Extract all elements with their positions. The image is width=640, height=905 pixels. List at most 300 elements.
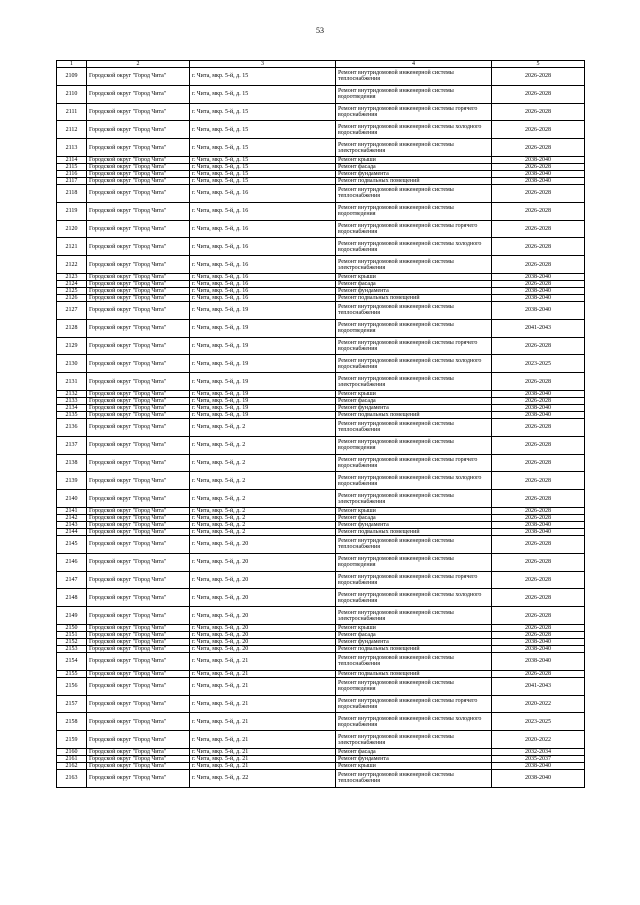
work-type-cell: Ремонт внутридомовой инженерной системы горячего водоснабжения xyxy=(336,337,492,355)
period-cell: 2026-2028 xyxy=(492,256,585,274)
address-cell: г. Чита, мкр. 5-й, д. 19 xyxy=(190,355,336,373)
address-cell: г. Чита, мкр. 5-й, д. 15 xyxy=(190,139,336,157)
address-cell: г. Чита, мкр. 5-й, д. 2 xyxy=(190,507,336,514)
municipality-cell: Городской округ "Город Чита" xyxy=(87,184,190,202)
period-cell: 2026-2028 xyxy=(492,238,585,256)
address-cell: г. Чита, мкр. 5-й, д. 2 xyxy=(190,418,336,436)
row-number: 2154 xyxy=(57,652,87,670)
row-number: 2136 xyxy=(57,418,87,436)
municipality-cell: Городской округ "Город Чита" xyxy=(87,535,190,553)
period-cell: 2038-2040 xyxy=(492,404,585,411)
table-row xyxy=(57,319,585,337)
table-row xyxy=(57,436,585,454)
work-type-cell: Ремонт внутридомовой инженерной системы горячего водоснабжения xyxy=(336,103,492,121)
work-type-cell: Ремонт подвальных помещений xyxy=(336,294,492,301)
header-cell: 1 xyxy=(57,61,87,68)
table-row xyxy=(57,397,585,404)
work-type-cell: Ремонт крыши xyxy=(336,762,492,769)
municipality-cell: Городской округ "Город Чита" xyxy=(87,280,190,287)
address-cell: г. Чита, мкр. 5-й, д. 16 xyxy=(190,294,336,301)
table-row xyxy=(57,769,585,787)
period-cell: 2026-2028 xyxy=(492,103,585,121)
municipality-cell: Городской округ "Город Чита" xyxy=(87,514,190,521)
municipality-cell: Городской округ "Город Чита" xyxy=(87,695,190,713)
address-cell: г. Чита, мкр. 5-й, д. 15 xyxy=(190,68,336,86)
table-row xyxy=(57,238,585,256)
period-cell: 2038-2040 xyxy=(492,170,585,177)
row-number: 2126 xyxy=(57,294,87,301)
municipality-cell: Городской округ "Город Чита" xyxy=(87,319,190,337)
row-number: 2121 xyxy=(57,238,87,256)
municipality-cell: Городской округ "Город Чита" xyxy=(87,436,190,454)
address-cell: г. Чита, мкр. 5-й, д. 21 xyxy=(190,652,336,670)
address-cell: г. Чита, мкр. 5-й, д. 22 xyxy=(190,769,336,787)
address-cell: г. Чита, мкр. 5-й, д. 2 xyxy=(190,528,336,535)
row-number: 2127 xyxy=(57,301,87,319)
period-cell: 2038-2040 xyxy=(492,528,585,535)
work-type-cell: Ремонт фундамента xyxy=(336,638,492,645)
period-cell: 2032-2034 xyxy=(492,748,585,755)
period-cell: 2026-2028 xyxy=(492,418,585,436)
row-number: 2162 xyxy=(57,762,87,769)
period-cell: 2026-2028 xyxy=(492,507,585,514)
period-cell: 2026-2028 xyxy=(492,68,585,86)
period-cell: 2026-2028 xyxy=(492,624,585,631)
row-number: 2125 xyxy=(57,287,87,294)
municipality-cell: Городской округ "Город Чита" xyxy=(87,677,190,695)
address-cell: г. Чита, мкр. 5-й, д. 15 xyxy=(190,163,336,170)
work-type-cell: Ремонт внутридомовой инженерной системы холодного водоснабжения xyxy=(336,121,492,139)
period-cell: 2023-2025 xyxy=(492,713,585,731)
municipality-cell: Городской округ "Город Чита" xyxy=(87,589,190,607)
address-cell: г. Чита, мкр. 5-й, д. 16 xyxy=(190,184,336,202)
address-cell: г. Чита, мкр. 5-й, д. 21 xyxy=(190,748,336,755)
period-cell: 2020-2022 xyxy=(492,731,585,749)
row-number: 2159 xyxy=(57,731,87,749)
table-row xyxy=(57,731,585,749)
address-cell: г. Чита, мкр. 5-й, д. 2 xyxy=(190,521,336,528)
row-number: 2113 xyxy=(57,139,87,157)
municipality-cell: Городской округ "Город Чита" xyxy=(87,713,190,731)
work-type-cell: Ремонт подвальных помещений xyxy=(336,670,492,677)
address-cell: г. Чита, мкр. 5-й, д. 19 xyxy=(190,337,336,355)
repair-schedule-table xyxy=(56,60,585,788)
row-number: 2163 xyxy=(57,769,87,787)
address-cell: г. Чита, мкр. 5-й, д. 21 xyxy=(190,670,336,677)
work-type-cell: Ремонт внутридомовой инженерной системы теплоснабжения xyxy=(336,769,492,787)
address-cell: г. Чита, мкр. 5-й, д. 2 xyxy=(190,472,336,490)
period-cell: 2026-2028 xyxy=(492,670,585,677)
work-type-cell: Ремонт внутридомовой инженерной системы водоотведения xyxy=(336,202,492,220)
row-number: 2157 xyxy=(57,695,87,713)
municipality-cell: Городской округ "Город Чита" xyxy=(87,355,190,373)
table-row xyxy=(57,535,585,553)
period-cell: 2026-2028 xyxy=(492,490,585,508)
municipality-cell: Городской округ "Город Чита" xyxy=(87,762,190,769)
table-row xyxy=(57,418,585,436)
address-cell: г. Чита, мкр. 5-й, д. 19 xyxy=(190,319,336,337)
work-type-cell: Ремонт фундамента xyxy=(336,521,492,528)
row-number: 2133 xyxy=(57,397,87,404)
header-cell: 3 xyxy=(190,61,336,68)
row-number: 2139 xyxy=(57,472,87,490)
municipality-cell: Городской округ "Город Чита" xyxy=(87,397,190,404)
row-number: 2128 xyxy=(57,319,87,337)
row-number: 2114 xyxy=(57,156,87,163)
municipality-cell: Городской округ "Город Чита" xyxy=(87,68,190,86)
work-type-cell: Ремонт крыши xyxy=(336,624,492,631)
period-cell: 2026-2028 xyxy=(492,607,585,625)
row-number: 2129 xyxy=(57,337,87,355)
municipality-cell: Городской округ "Город Чита" xyxy=(87,156,190,163)
address-cell: г. Чита, мкр. 5-й, д. 2 xyxy=(190,514,336,521)
work-type-cell: Ремонт подвальных помещений xyxy=(336,528,492,535)
period-cell: 2041-2043 xyxy=(492,319,585,337)
row-number: 2135 xyxy=(57,411,87,418)
municipality-cell: Городской округ "Город Чита" xyxy=(87,631,190,638)
work-type-cell: Ремонт фундамента xyxy=(336,404,492,411)
table-row xyxy=(57,490,585,508)
municipality-cell: Городской округ "Город Чита" xyxy=(87,418,190,436)
row-number: 2144 xyxy=(57,528,87,535)
work-type-cell: Ремонт фундамента xyxy=(336,755,492,762)
municipality-cell: Городской округ "Город Чита" xyxy=(87,670,190,677)
municipality-cell: Городской округ "Город Чита" xyxy=(87,301,190,319)
period-cell: 2038-2040 xyxy=(492,287,585,294)
work-type-cell: Ремонт внутридомовой инженерной системы водоотведения xyxy=(336,85,492,103)
period-cell: 2026-2028 xyxy=(492,202,585,220)
address-cell: г. Чита, мкр. 5-й, д. 19 xyxy=(190,390,336,397)
period-cell: 2026-2028 xyxy=(492,454,585,472)
address-cell: г. Чита, мкр. 5-й, д. 2 xyxy=(190,436,336,454)
work-type-cell: Ремонт внутридомовой инженерной системы теплоснабжения xyxy=(336,652,492,670)
table-row xyxy=(57,287,585,294)
period-cell: 2038-2040 xyxy=(492,638,585,645)
work-type-cell: Ремонт фасада xyxy=(336,163,492,170)
work-type-cell: Ремонт внутридомовой инженерной системы холодного водоснабжения xyxy=(336,355,492,373)
work-type-cell: Ремонт фасада xyxy=(336,631,492,638)
municipality-cell: Городской округ "Город Чита" xyxy=(87,337,190,355)
work-type-cell: Ремонт фундамента xyxy=(336,287,492,294)
work-type-cell: Ремонт внутридомовой инженерной системы водоотведения xyxy=(336,436,492,454)
row-number: 2158 xyxy=(57,713,87,731)
address-cell: г. Чита, мкр. 5-й, д. 16 xyxy=(190,273,336,280)
address-cell: г. Чита, мкр. 5-й, д. 21 xyxy=(190,731,336,749)
table-row xyxy=(57,103,585,121)
table-row xyxy=(57,404,585,411)
work-type-cell: Ремонт внутридомовой инженерной системы горячего водоснабжения xyxy=(336,220,492,238)
table-row xyxy=(57,652,585,670)
municipality-cell: Городской округ "Город Чита" xyxy=(87,163,190,170)
work-type-cell: Ремонт крыши xyxy=(336,507,492,514)
municipality-cell: Городской округ "Город Чита" xyxy=(87,638,190,645)
municipality-cell: Городской округ "Город Чита" xyxy=(87,404,190,411)
period-cell: 2023-2025 xyxy=(492,355,585,373)
row-number: 2147 xyxy=(57,571,87,589)
municipality-cell: Городской округ "Город Чита" xyxy=(87,103,190,121)
address-cell: г. Чита, мкр. 5-й, д. 19 xyxy=(190,404,336,411)
table-row xyxy=(57,670,585,677)
row-number: 2118 xyxy=(57,184,87,202)
row-number: 2150 xyxy=(57,624,87,631)
row-number: 2134 xyxy=(57,404,87,411)
period-cell: 2026-2028 xyxy=(492,535,585,553)
municipality-cell: Городской округ "Город Чита" xyxy=(87,521,190,528)
row-number: 2146 xyxy=(57,553,87,571)
row-number: 2141 xyxy=(57,507,87,514)
work-type-cell: Ремонт крыши xyxy=(336,156,492,163)
address-cell: г. Чита, мкр. 5-й, д. 21 xyxy=(190,762,336,769)
period-cell: 2038-2040 xyxy=(492,769,585,787)
row-number: 2143 xyxy=(57,521,87,528)
municipality-cell: Городской округ "Город Чита" xyxy=(87,571,190,589)
period-cell: 2020-2022 xyxy=(492,695,585,713)
table-row xyxy=(57,645,585,652)
row-number: 2131 xyxy=(57,373,87,391)
address-cell: г. Чита, мкр. 5-й, д. 16 xyxy=(190,280,336,287)
address-cell: г. Чита, мкр. 5-й, д. 19 xyxy=(190,301,336,319)
table-row xyxy=(57,220,585,238)
address-cell: г. Чита, мкр. 5-й, д. 15 xyxy=(190,121,336,139)
address-cell: г. Чита, мкр. 5-й, д. 19 xyxy=(190,397,336,404)
address-cell: г. Чита, мкр. 5-й, д. 20 xyxy=(190,535,336,553)
table-row xyxy=(57,607,585,625)
work-type-cell: Ремонт внутридомовой инженерной системы холодного водоснабжения xyxy=(336,713,492,731)
address-cell: г. Чита, мкр. 5-й, д. 20 xyxy=(190,631,336,638)
work-type-cell: Ремонт внутридомовой инженерной системы электроснабжения xyxy=(336,731,492,749)
municipality-cell: Городской округ "Город Чита" xyxy=(87,553,190,571)
period-cell: 2026-2028 xyxy=(492,85,585,103)
row-number: 2151 xyxy=(57,631,87,638)
period-cell: 2026-2028 xyxy=(492,121,585,139)
header-cell: 2 xyxy=(87,61,190,68)
work-type-cell: Ремонт внутридомовой инженерной системы теплоснабжения xyxy=(336,535,492,553)
table-row xyxy=(57,68,585,86)
municipality-cell: Городской округ "Город Чита" xyxy=(87,85,190,103)
period-cell: 2026-2028 xyxy=(492,553,585,571)
row-number: 2119 xyxy=(57,202,87,220)
work-type-cell: Ремонт внутридомовой инженерной системы холодного водоснабжения xyxy=(336,472,492,490)
row-number: 2153 xyxy=(57,645,87,652)
table-row xyxy=(57,256,585,274)
row-number: 2149 xyxy=(57,607,87,625)
work-type-cell: Ремонт внутридомовой инженерной системы водоотведения xyxy=(336,319,492,337)
municipality-cell: Городской округ "Город Чита" xyxy=(87,238,190,256)
row-number: 2115 xyxy=(57,163,87,170)
municipality-cell: Городской округ "Город Чита" xyxy=(87,170,190,177)
table-row xyxy=(57,85,585,103)
table-row xyxy=(57,695,585,713)
period-cell: 2038-2040 xyxy=(492,301,585,319)
address-cell: г. Чита, мкр. 5-й, д. 15 xyxy=(190,156,336,163)
table-row xyxy=(57,202,585,220)
address-cell: г. Чита, мкр. 5-й, д. 21 xyxy=(190,755,336,762)
address-cell: г. Чита, мкр. 5-й, д. 16 xyxy=(190,220,336,238)
address-cell: г. Чита, мкр. 5-й, д. 21 xyxy=(190,713,336,731)
period-cell: 2038-2040 xyxy=(492,294,585,301)
table-row xyxy=(57,411,585,418)
work-type-cell: Ремонт внутридомовой инженерной системы водоотведения xyxy=(336,677,492,695)
table-row xyxy=(57,521,585,528)
work-type-cell: Ремонт внутридомовой инженерной системы электроснабжения xyxy=(336,139,492,157)
work-type-cell: Ремонт внутридомовой инженерной системы электроснабжения xyxy=(336,256,492,274)
period-cell: 2026-2028 xyxy=(492,337,585,355)
municipality-cell: Городской округ "Город Чита" xyxy=(87,373,190,391)
table-row xyxy=(57,163,585,170)
table-row xyxy=(57,713,585,731)
address-cell: г. Чита, мкр. 5-й, д. 20 xyxy=(190,589,336,607)
row-number: 2122 xyxy=(57,256,87,274)
table-row xyxy=(57,454,585,472)
period-cell: 2038-2040 xyxy=(492,521,585,528)
work-type-cell: Ремонт внутридомовой инженерной системы теплоснабжения xyxy=(336,418,492,436)
period-cell: 2038-2040 xyxy=(492,645,585,652)
period-cell: 2026-2028 xyxy=(492,589,585,607)
period-cell: 2038-2040 xyxy=(492,390,585,397)
row-number: 2120 xyxy=(57,220,87,238)
address-cell: г. Чита, мкр. 5-й, д. 20 xyxy=(190,571,336,589)
work-type-cell: Ремонт фундамента xyxy=(336,170,492,177)
period-cell: 2026-2028 xyxy=(492,184,585,202)
period-cell: 2038-2040 xyxy=(492,762,585,769)
work-type-cell: Ремонт подвальных помещений xyxy=(336,645,492,652)
work-type-cell: Ремонт внутридомовой инженерной системы теплоснабжения xyxy=(336,184,492,202)
address-cell: г. Чита, мкр. 5-й, д. 20 xyxy=(190,624,336,631)
work-type-cell: Ремонт внутридомовой инженерной системы электроснабжения xyxy=(336,490,492,508)
table-row xyxy=(57,184,585,202)
municipality-cell: Городской округ "Город Чита" xyxy=(87,607,190,625)
row-number: 2130 xyxy=(57,355,87,373)
address-cell: г. Чита, мкр. 5-й, д. 2 xyxy=(190,490,336,508)
address-cell: г. Чита, мкр. 5-й, д. 15 xyxy=(190,85,336,103)
address-cell: г. Чита, мкр. 5-й, д. 20 xyxy=(190,553,336,571)
municipality-cell: Городской округ "Город Чита" xyxy=(87,528,190,535)
row-number: 2112 xyxy=(57,121,87,139)
work-type-cell: Ремонт подвальных помещений xyxy=(336,411,492,418)
period-cell: 2038-2040 xyxy=(492,273,585,280)
work-type-cell: Ремонт внутридомовой инженерной системы электроснабжения xyxy=(336,607,492,625)
table-row xyxy=(57,355,585,373)
table-row xyxy=(57,755,585,762)
address-cell: г. Чита, мкр. 5-й, д. 15 xyxy=(190,177,336,184)
table-row xyxy=(57,139,585,157)
work-type-cell: Ремонт внутридомовой инженерной системы теплоснабжения xyxy=(336,68,492,86)
municipality-cell: Городской округ "Город Чита" xyxy=(87,454,190,472)
work-type-cell: Ремонт внутридомовой инженерной системы горячего водоснабжения xyxy=(336,571,492,589)
municipality-cell: Городской округ "Город Чита" xyxy=(87,472,190,490)
row-number: 2117 xyxy=(57,177,87,184)
municipality-cell: Городской округ "Город Чита" xyxy=(87,220,190,238)
page-number: 53 xyxy=(316,26,324,35)
municipality-cell: Городской округ "Город Чита" xyxy=(87,507,190,514)
table-body xyxy=(57,61,585,788)
table-row xyxy=(57,571,585,589)
table-row xyxy=(57,280,585,287)
municipality-cell: Городской округ "Город Чита" xyxy=(87,652,190,670)
work-type-cell: Ремонт крыши xyxy=(336,273,492,280)
row-number: 2123 xyxy=(57,273,87,280)
table-row xyxy=(57,337,585,355)
row-number: 2140 xyxy=(57,490,87,508)
address-cell: г. Чита, мкр. 5-й, д. 2 xyxy=(190,454,336,472)
period-cell: 2026-2028 xyxy=(492,139,585,157)
period-cell: 2026-2028 xyxy=(492,280,585,287)
municipality-cell: Городской округ "Город Чита" xyxy=(87,294,190,301)
address-cell: г. Чита, мкр. 5-й, д. 16 xyxy=(190,238,336,256)
row-number: 2142 xyxy=(57,514,87,521)
period-cell: 2026-2028 xyxy=(492,397,585,404)
address-cell: г. Чита, мкр. 5-й, д. 15 xyxy=(190,170,336,177)
table-row xyxy=(57,373,585,391)
row-number: 2160 xyxy=(57,748,87,755)
period-cell: 2026-2028 xyxy=(492,163,585,170)
table-row xyxy=(57,589,585,607)
table-row xyxy=(57,177,585,184)
row-number: 2111 xyxy=(57,103,87,121)
table-row xyxy=(57,273,585,280)
period-cell: 2026-2028 xyxy=(492,220,585,238)
header-cell: 5 xyxy=(492,61,585,68)
municipality-cell: Городской округ "Город Чита" xyxy=(87,273,190,280)
row-number: 2155 xyxy=(57,670,87,677)
period-cell: 2035-2037 xyxy=(492,755,585,762)
work-type-cell: Ремонт внутридомовой инженерной системы холодного водоснабжения xyxy=(336,589,492,607)
municipality-cell: Городской округ "Город Чита" xyxy=(87,755,190,762)
municipality-cell: Городской округ "Город Чита" xyxy=(87,139,190,157)
period-cell: 2041-2043 xyxy=(492,677,585,695)
row-number: 2116 xyxy=(57,170,87,177)
address-cell: г. Чита, мкр. 5-й, д. 19 xyxy=(190,373,336,391)
table-row xyxy=(57,553,585,571)
table-row xyxy=(57,748,585,755)
municipality-cell: Городской округ "Город Чита" xyxy=(87,256,190,274)
municipality-cell: Городской округ "Город Чита" xyxy=(87,287,190,294)
table-row xyxy=(57,624,585,631)
table-row xyxy=(57,170,585,177)
municipality-cell: Городской округ "Город Чита" xyxy=(87,748,190,755)
municipality-cell: Городской округ "Город Чита" xyxy=(87,121,190,139)
period-cell: 2038-2040 xyxy=(492,177,585,184)
address-cell: г. Чита, мкр. 5-й, д. 19 xyxy=(190,411,336,418)
table-row xyxy=(57,507,585,514)
period-cell: 2026-2028 xyxy=(492,373,585,391)
address-cell: г. Чита, мкр. 5-й, д. 20 xyxy=(190,645,336,652)
table-row xyxy=(57,631,585,638)
work-type-cell: Ремонт внутридомовой инженерной системы теплоснабжения xyxy=(336,301,492,319)
row-number: 2137 xyxy=(57,436,87,454)
row-number: 2109 xyxy=(57,68,87,86)
period-cell: 2026-2028 xyxy=(492,472,585,490)
municipality-cell: Городской округ "Город Чита" xyxy=(87,411,190,418)
row-number: 2110 xyxy=(57,85,87,103)
table-row xyxy=(57,472,585,490)
table-header-row xyxy=(57,61,585,68)
work-type-cell: Ремонт фасада xyxy=(336,748,492,755)
work-type-cell: Ремонт фасада xyxy=(336,514,492,521)
table-row xyxy=(57,638,585,645)
work-type-cell: Ремонт подвальных помещений xyxy=(336,177,492,184)
work-type-cell: Ремонт фасада xyxy=(336,280,492,287)
table-row xyxy=(57,390,585,397)
row-number: 2156 xyxy=(57,677,87,695)
row-number: 2161 xyxy=(57,755,87,762)
table-row xyxy=(57,156,585,163)
table-row xyxy=(57,677,585,695)
address-cell: г. Чита, мкр. 5-й, д. 21 xyxy=(190,677,336,695)
municipality-cell: Городской округ "Город Чита" xyxy=(87,624,190,631)
work-type-cell: Ремонт фасада xyxy=(336,397,492,404)
municipality-cell: Городской округ "Город Чита" xyxy=(87,177,190,184)
